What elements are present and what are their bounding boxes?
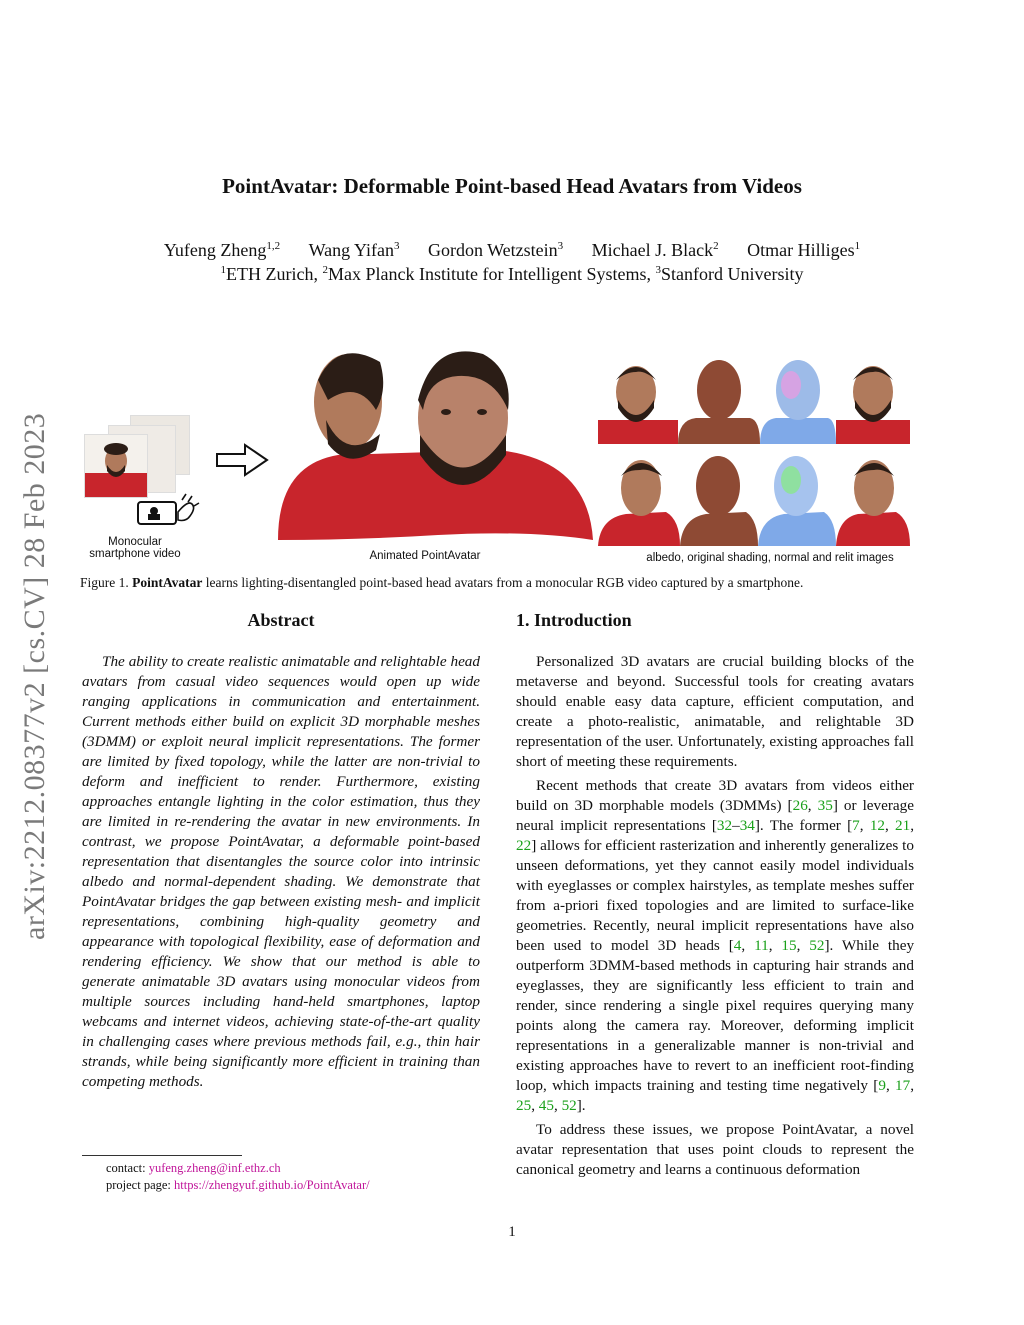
author-list xyxy=(0,240,1024,261)
citation-link[interactable]: 52 xyxy=(809,937,825,954)
abstract-heading: Abstract xyxy=(247,610,315,630)
paper-title: PointAvatar: Deformable Point-based Head Avatars from Videos xyxy=(222,174,802,198)
video-frame xyxy=(84,434,148,498)
page-number: 1 xyxy=(508,1224,516,1240)
introduction-body xyxy=(516,652,914,1180)
person-thumbnail xyxy=(85,435,147,497)
footnote-divider xyxy=(82,1155,242,1156)
author: Gordon Wetzstein$^3$ xyxy=(427,240,564,260)
citation-link[interactable]: 4 xyxy=(733,937,742,954)
teaser-figure xyxy=(80,330,920,570)
paragraph: Recent methods that create 3D avatars from videos either build on 3D morphable models (3DMMs) [26, 35] or leverage neural implicit representations [32–34]. The former [7, 12, 21, 22] allows for efficient rasterization and inherently generalizes to unseen deformations, yet they cannot easily model individuals with eyeglasses or complex hairstyles, as template meshes suffer from a-priori fixed topologies and are limited to surface-like geometries. Recently, neural implicit representations have also been used to model 3D heads [4, 11, 15, 52]. While they outperform 3DMM-based methods in capturing hair strands and eyeglasses, they are significantly less efficient to train and render, since rendering a single pixel requires querying many points along the camera ray. Moreover, deforming implicit representations in a generalizable manner is non-trivial and existing approaches have to revert to an inefficient root-finding loop, which impacts training and testing time negatively [9, 17, 25, 45, 52]. xyxy=(516,777,915,1114)
author: Yufeng Zheng$^{1,2}$ xyxy=(163,240,281,260)
introduction-heading: 1. Introduction xyxy=(516,610,632,630)
paragraph: To address these issues, we propose PointAvatar, a novel avatar representation that uses point clouds to represent the canonical geometry and learns a continuous deformation xyxy=(516,1121,914,1178)
affiliations: $^1$ETH Zurich, $^2$Max Planck Institute for Intelligent Systems, $^3$Stanford University xyxy=(220,264,804,284)
citation-link[interactable]: 15 xyxy=(781,937,797,954)
figure-label-input: Monocular smartphone video xyxy=(89,536,181,560)
citation-link[interactable]: 26 xyxy=(792,797,808,814)
citation-link[interactable]: 11 xyxy=(754,937,769,954)
author: Otmar Hilliges$^1$ xyxy=(747,240,861,260)
citation-link[interactable]: 12 xyxy=(869,817,885,834)
author: Wang Yifan$^3$ xyxy=(308,240,400,260)
citation-link[interactable]: 34 xyxy=(739,817,755,834)
citation-link[interactable]: 21 xyxy=(895,817,911,834)
contact-email-link[interactable]: yufeng.zheng@inf.ethz.ch xyxy=(148,1161,281,1175)
citation-link[interactable]: 17 xyxy=(895,1077,911,1094)
abstract-column xyxy=(82,610,480,1092)
footnote: contact: yufeng.zheng@inf.ethz.ch project page: https://zhengyuf.github.io/PointAvatar/ xyxy=(106,1161,370,1192)
figure-label-middle: Animated PointAvatar xyxy=(369,550,481,562)
citation-link[interactable]: 25 xyxy=(516,1097,532,1114)
paragraph: Personalized 3D avatars are crucial building blocks of the metaverse and beyond. Successful tools for creating avatars should enable easy data capture, efficient computation, and create a photo-realistic, animatable, and relightable 3D representation of the user. Unfortunately, existing approaches fall short of meeting these requirements. xyxy=(516,653,914,770)
arxiv-identifier: arXiv:2212.08377v2 [cs.CV] 28 Feb 2023 xyxy=(18,412,51,940)
figure-label-right: albedo, original shading, normal and relit images xyxy=(646,552,894,564)
citation-link[interactable]: 45 xyxy=(538,1097,554,1114)
citation-link[interactable]: 22 xyxy=(516,837,532,854)
figure-caption: Figure 1. PointAvatar learns lighting-disentangled point-based head avatars from a monocular RGB video captured by a smartphone. xyxy=(80,575,804,590)
arrow-right-icon xyxy=(215,442,271,478)
citation-link[interactable]: 52 xyxy=(561,1097,577,1114)
citation-link[interactable]: 35 xyxy=(817,797,833,814)
citation-link[interactable]: 7 xyxy=(852,817,860,834)
citation-link[interactable]: 9 xyxy=(878,1077,886,1094)
abstract-text: The ability to create realistic animatable and relightable head avatars from casual video sequences would open up wide ranging applications in communication and entertainment. Current methods either build on explicit 3D morphable meshes (3DMM) or exploit neural implicit representations. The former are limited by fixed topology, while the latter are non-trivial to deform and inefficient to render. Furthermore, existing approaches entangle lighting in the color estimation, thus they are limited in re-rendering the avatar in new environments. In contrast, we propose PointAvatar, a deformable point-based representation that disentangles the source color into intrinsic albedo and normal-dependent shading. We demonstrate that PointAvatar bridges the gap between existing mesh- and implicit representations, combining high-quality geometry and appearance with topological flexibility, ease of deformation and rendering efficiency. We show that our method is able to generate animatable 3D avatars using monocular videos from multiple sources including hand-held smartphones, laptop webcams and internet videos, achieving state-of-the-art quality in challenging cases where previous methods fail, e.g., thin hair strands, while being significantly more efficient in training than competing methods. xyxy=(82,653,480,1090)
project-page-link[interactable]: https://zhengyuf.github.io/PointAvatar/ xyxy=(174,1178,370,1192)
relighting-grid xyxy=(596,350,912,546)
citation-link[interactable]: 32 xyxy=(716,817,733,834)
introduction-column xyxy=(516,610,914,1184)
animated-avatar-render xyxy=(268,340,598,548)
smartphone-icon xyxy=(134,490,202,530)
author: Michael J. Black$^2$ xyxy=(591,240,719,260)
